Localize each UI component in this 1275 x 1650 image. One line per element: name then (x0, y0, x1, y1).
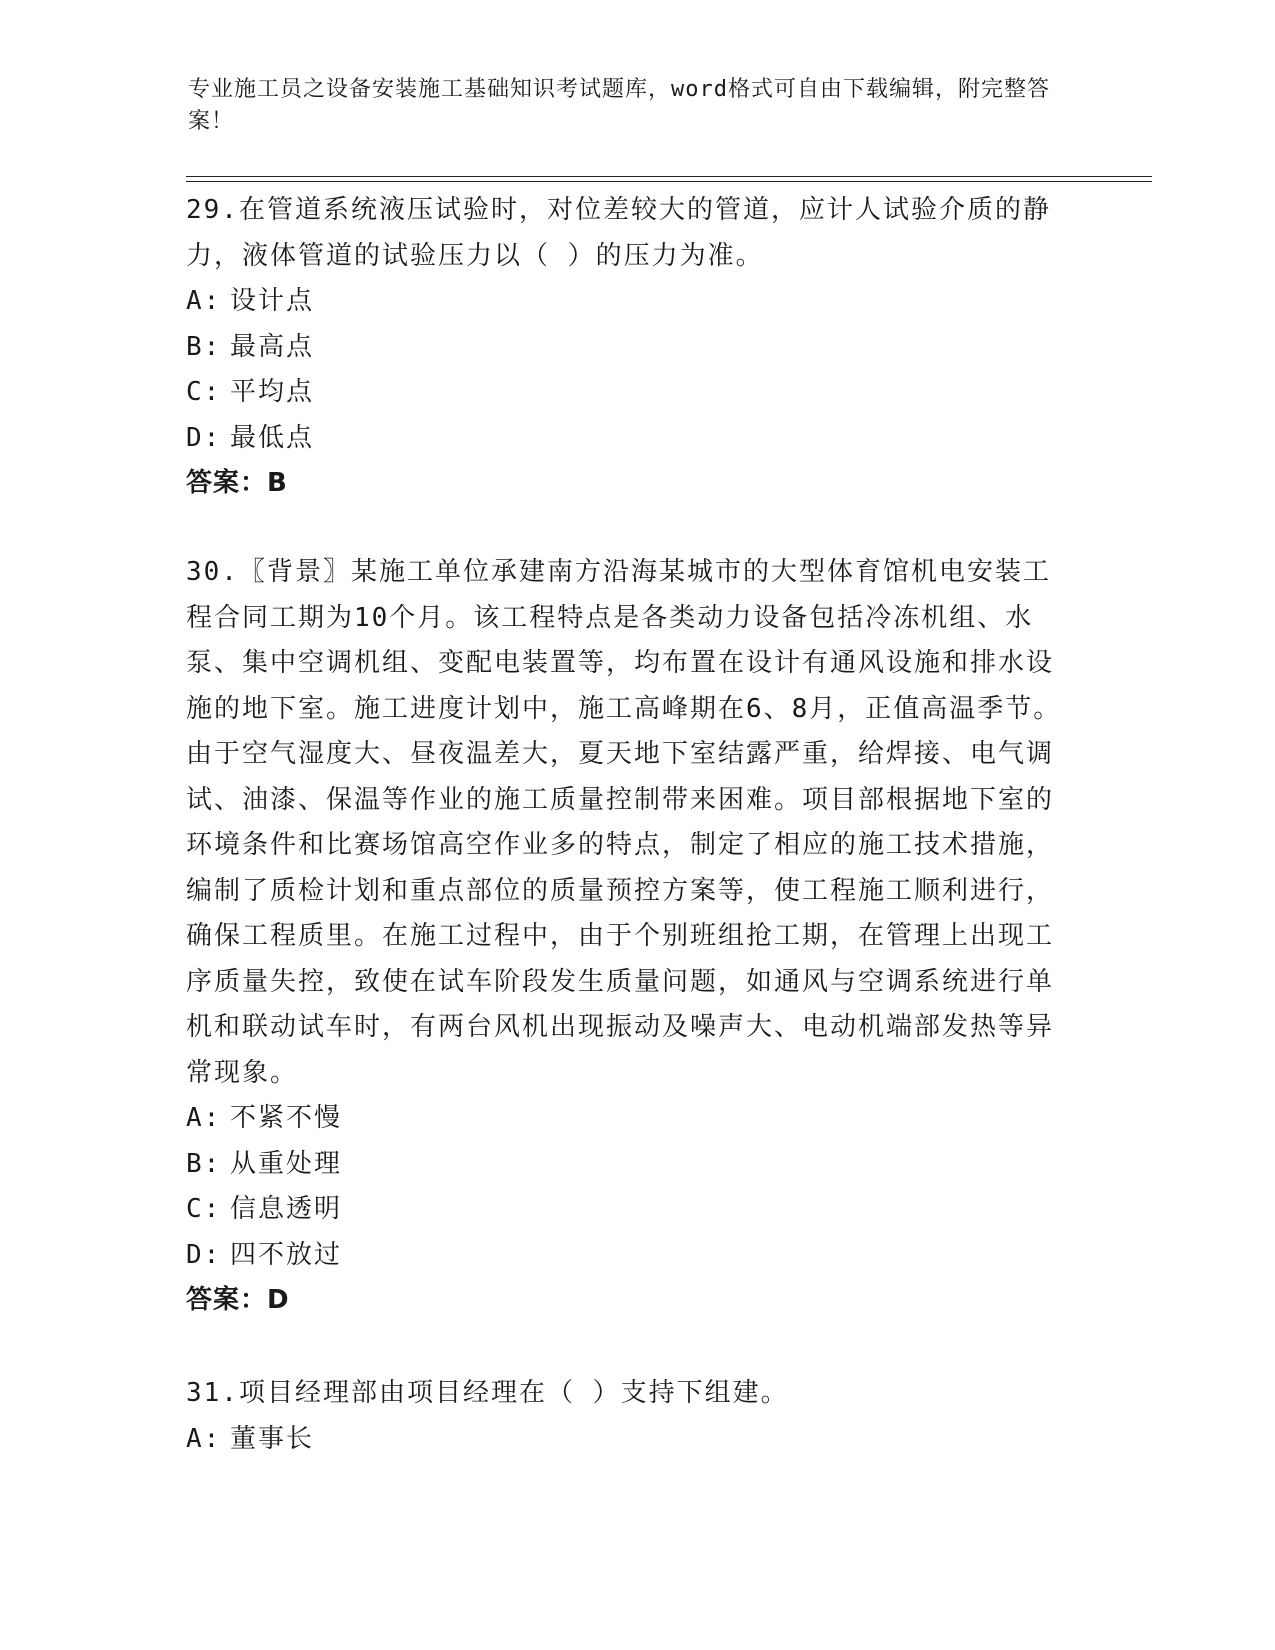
option-d (186, 1233, 1066, 1279)
option-c (186, 1187, 1066, 1233)
document-header: 专业施工员之设备安装施工基础知识考试题库，word格式可自由下载编辑，附完整答案！ (188, 77, 1050, 134)
option-text: 平均点 (230, 377, 315, 407)
question-stem: 29.在管道系统液压试验时，对位差较大的管道，应计人试验介质的静力，液体管道的试验压力以（ ）的压力为准。 (186, 195, 1051, 271)
option-text: 设计点 (230, 286, 315, 316)
header-divider-bottom (186, 181, 1152, 182)
option-text: 不紧不慢 (230, 1103, 343, 1133)
header-divider-top (186, 176, 1152, 177)
option-letter: C: (186, 377, 222, 407)
answer-line: 答案：D (186, 1285, 290, 1315)
option-text: 最高点 (230, 331, 315, 362)
option-letter: A: (186, 1103, 222, 1133)
question-31 (186, 1371, 1066, 1462)
option-c (186, 370, 1066, 416)
option-b (186, 1142, 1066, 1188)
option-letter: D: (186, 1239, 222, 1270)
option-letter: B: (186, 331, 222, 362)
option-a (186, 1417, 1066, 1463)
option-letter: C: (186, 1194, 222, 1224)
question-30 (186, 550, 1066, 1324)
option-text: 董事长 (230, 1423, 315, 1454)
option-letter: A: (186, 286, 222, 316)
option-a (186, 1096, 1066, 1142)
answer-line: 答案：B (186, 468, 288, 498)
question-29 (186, 188, 1066, 507)
question-stem: 30.〖背景〗某施工单位承建南方沿海某城市的大型体育馆机电安装工程合同工期为10个月。该工程特点是各类动力设备包括冷冻机组、水泵、集中空调机组、变配电装置等，均布置在设计有通风设施和排水设施的地下室。施工进度计划中，施工高峰期在6、8月，正值高温季节。由于空气湿度大、昼夜温差大，夏天地下室结露严重，给焊接、电气调试、油漆、保温等作业的施工质量控制带来困难。项目部根据地下室的环境条件和比赛场馆高空作业多的特点，制定了相应的施工技术措施，编制了质检计划和重点部位的质量预控方案等，使工程施工顺利进行，确保工程质里。在施工过程中，由于个别班组抢工期，在管理上出现工序质量失控，致使在试车阶段发生质量问题，如通风与空调系统进行单机和联动试车时，有两台风机出现振动及噪声大、电动机端部发热等异常现象。 (186, 557, 1062, 1088)
option-letter: B: (186, 1148, 222, 1179)
option-b (186, 325, 1066, 371)
option-letter: D: (186, 422, 222, 453)
option-a (186, 279, 1066, 325)
option-text: 最低点 (230, 422, 315, 453)
option-text: 信息透明 (230, 1194, 343, 1224)
question-stem: 31.项目经理部由项目经理在（ ）支持下组建。 (186, 1378, 789, 1408)
option-text: 从重处理 (230, 1148, 343, 1179)
option-letter: A: (186, 1423, 222, 1454)
option-d (186, 416, 1066, 462)
option-text: 四不放过 (230, 1239, 343, 1270)
